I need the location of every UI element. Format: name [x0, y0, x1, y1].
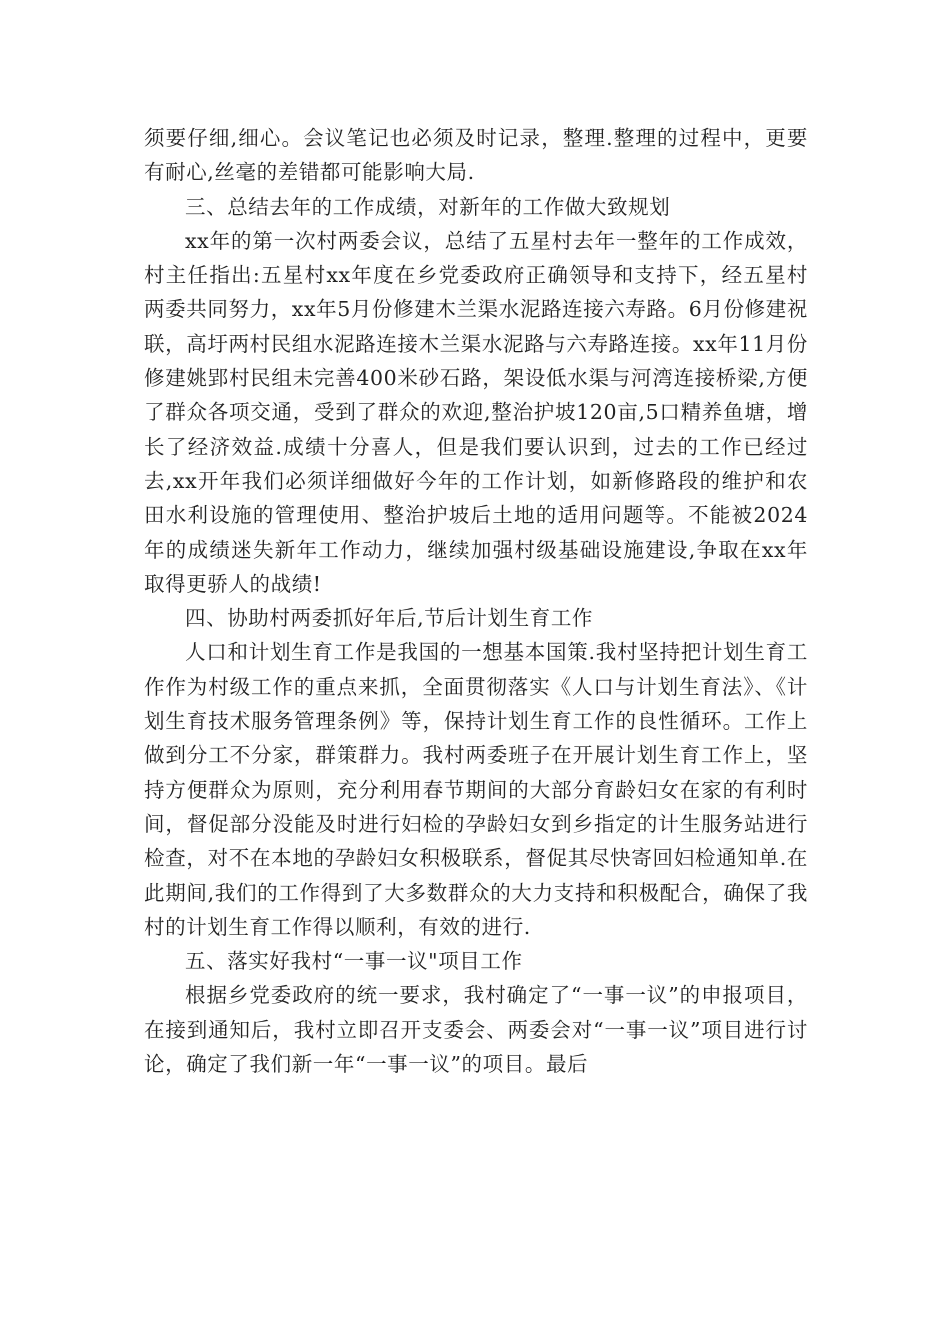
section-heading-three: 三、总结去年的工作成绩，对新年的工作做大致规划	[185, 194, 671, 219]
paragraph-family-planning: 人口和计划生育工作是我国的一想基本国策.我村坚持把计划生育工作作为村级工作的重点来抓，全面贯彻落实《人口与计划生育法》、《计划生育技术服务管理条例》等，保持计划生育工作的良性循环。工作上做到分工不分家，群策群力。我村两委班子在开展计划生育工作上，坚持方便群众为原则，充分利用春节期间的大部分育龄妇女在家的有利时间，督促部分没能及时进行妇检的孕龄妇女到乡指定的计生服务站进行检查，对不在本地的孕龄妇女积极联系，督促其尽快寄回妇检通知单.在此期间,我们的工作得到了大多数群众的大力支持和积极配合，确保了我村的计划生育工作得以顺利，有效的进行.	[144, 640, 808, 939]
section-heading-five: 五、落实好我村“一事一议"项目工作	[185, 949, 523, 974]
paragraph-one-matter-one-discussion: 根据乡党委政府的统一要求，我村确定了“一事一议”的申报项目，在接到通知后，我村立即召开支委会、两委会对“一事一议”项目进行讨论，确定了我们新一年“一事一议”的项目。最后	[144, 983, 808, 1077]
document-body	[144, 121, 808, 1081]
paragraph-work-results: xx年的第一次村两委会议，总结了五星村去年一整年的工作成效，村主任指出:五星村xx年度在乡党委政府正确领导和支持下，经五星村两委共同努力，xx年5月份修建木兰渠水泥路连接六寿路。6月份修建祝联，高圩两村民组水泥路连接木兰渠水泥路与六寿路连接。xx年11月份修建姚郢村民组未完善400米砂石路，架设低水渠与河湾连接桥梁,方便了群众各项交通，受到了群众的欢迎,整治护坡120亩,5口精养鱼塘，增长了经济效益.成绩十分喜人，但是我们要认识到，过去的工作已经过去,xx开年我们必须详细做好今年的工作计划，如新修路段的维护和农田水利设施的管理使用、整治护坡后土地的适用问题等。不能被2024年的成绩迷失新年工作动力，继续加强村级基础设施建设,争取在xx年取得更骄人的战绩!	[144, 228, 808, 596]
section-heading-four: 四、协助村两委抓好年后,节后计划生育工作	[185, 606, 594, 631]
paragraph-continuation: 须要仔细,细心。会议笔记也必须及时记录，整理.整理的过程中，更要有耐心,丝毫的差错都可能影响大局.	[144, 126, 808, 185]
